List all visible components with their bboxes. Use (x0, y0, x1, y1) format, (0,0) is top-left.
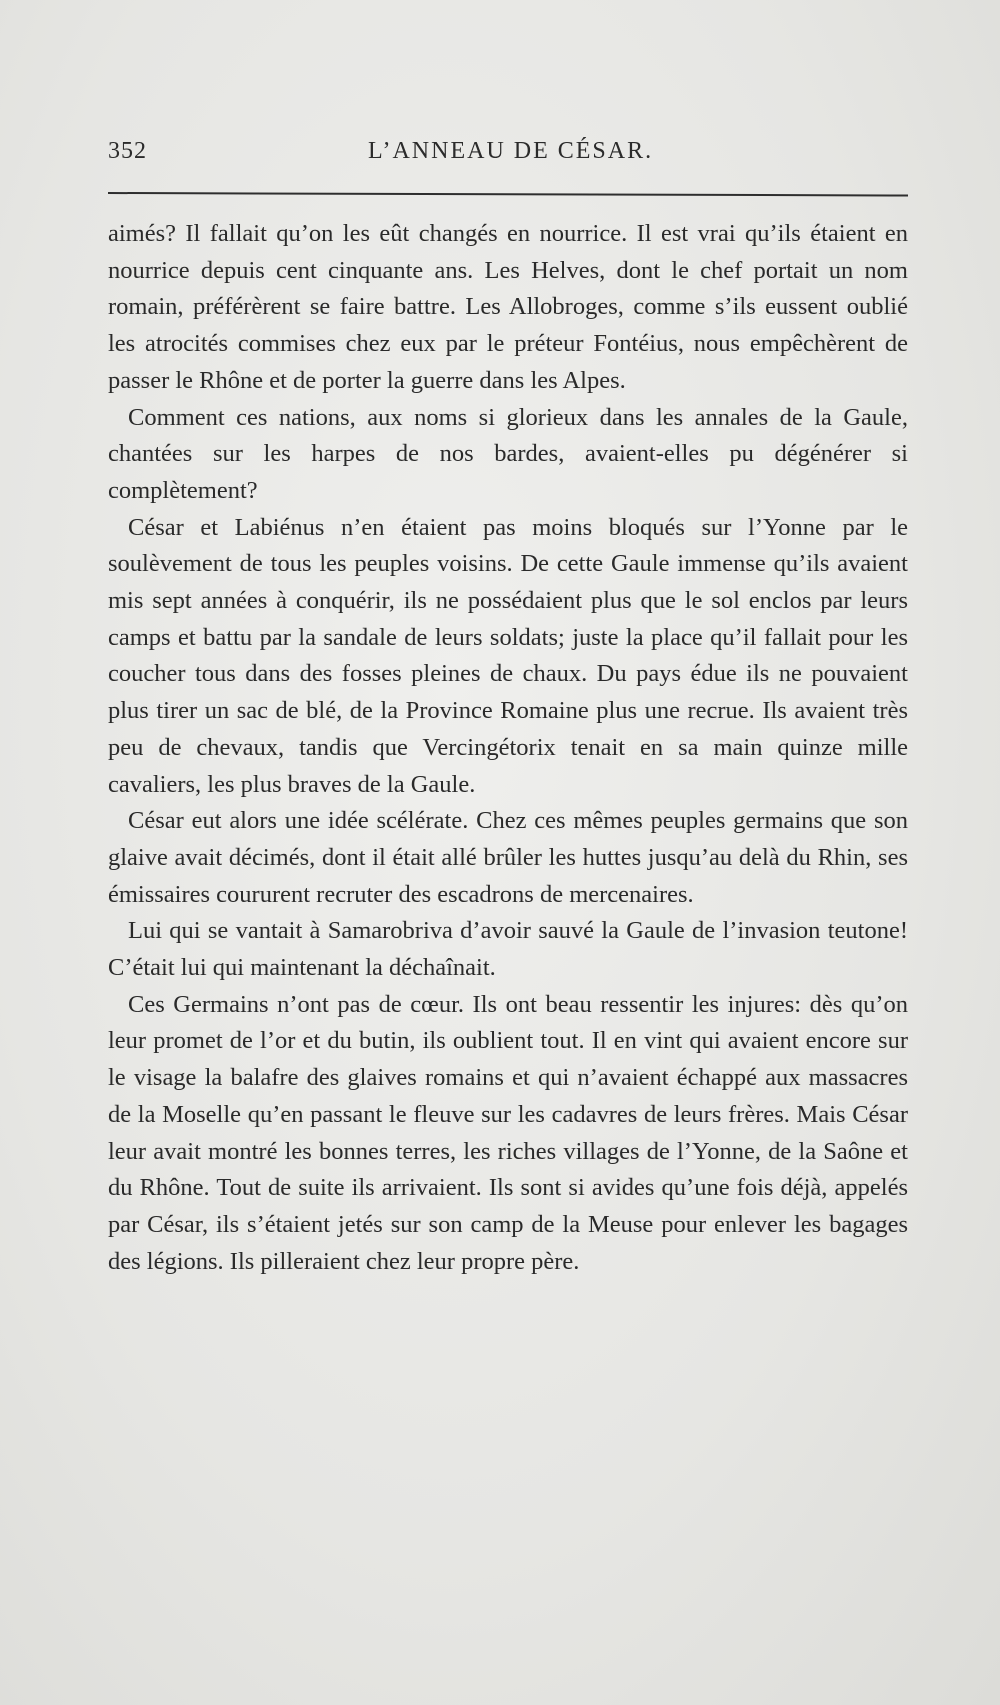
paragraph: Lui qui se vantait à Samarobriva d’avoir sauvé la Gaule de l’invasion teutone! C’était lui qui maintenant la déchaînait. (108, 917, 908, 982)
page-header (108, 138, 910, 178)
paragraph: Comment ces nations, aux noms si glorieux dans les annales de la Gaule, chantées sur les harpes de nos bardes, avaient-elles pu dégénérer si complètement? (108, 403, 908, 504)
paragraph: Ces Germains n’ont pas de cœur. Ils ont beau ressentir les injures: dès qu’on leur promet de l’or et du butin, ils oublient tout. Il en vint qui avaient encore sur le visage la balafre des glaives romains et qui n’avaient échappé aux massacres de la Moselle qu’en passant le fleuve sur les cadavres de leurs frères. Mais César leur avait montré les bonnes terres, les riches villages de l’Yonne, de la Saône et du Rhône. Tout de suite ils arrivaient. Ils sont si avides qu’une fois déjà, appelés par César, ils s’étaient jetés sur son camp de la Meuse pour enlever les bagages des légions. Ils pilleraient chez leur propre père. (108, 990, 908, 1275)
paragraph: aimés? Il fallait qu’on les eût changés en nourrice. Il est vrai qu’ils étaient en nourrice depuis cent cinquante ans. Les Helves, dont le chef portait un nom romain, préférèrent se faire battre. Les Allobroges, comme s’ils eussent oublié les atrocités commises chez eux par le préteur Fontéius, nous empêchèrent de passer le Rhône et de porter la guerre dans les Alpes. (108, 220, 908, 394)
paragraph: César et Labiénus n’en étaient pas moins bloqués sur l’Yonne par le soulèvement de tous les peuples voisins. De cette Gaule immense qu’ils avaient mis sept années à conquérir, ils ne possédaient plus que le sol enclos par leurs camps et battu par la sandale de leurs soldats; juste la place qu’il fallait pour les coucher tous dans des fosses pleines de chaux. Du pays édue ils ne pouvaient plus tirer un sac de blé, de la Province Romaine plus une recrue. Ils avaient très peu de chevaux, tandis que Vercingétorix tenait en sa main quinze mille cavaliers, les plus braves de la Gaule. (108, 513, 908, 798)
running-title: L’ANNEAU DE CÉSAR. (368, 138, 654, 164)
header-rule (108, 192, 908, 197)
page-number: 352 (108, 138, 147, 164)
body-text (108, 216, 908, 1280)
paragraph: César eut alors une idée scélérate. Chez ces mêmes peuples germains que son glaive avait décimés, dont il était allé brûler les huttes jusqu’au delà du Rhin, ses émissaires coururent recruter des escadrons de mercenaires. (108, 807, 908, 908)
